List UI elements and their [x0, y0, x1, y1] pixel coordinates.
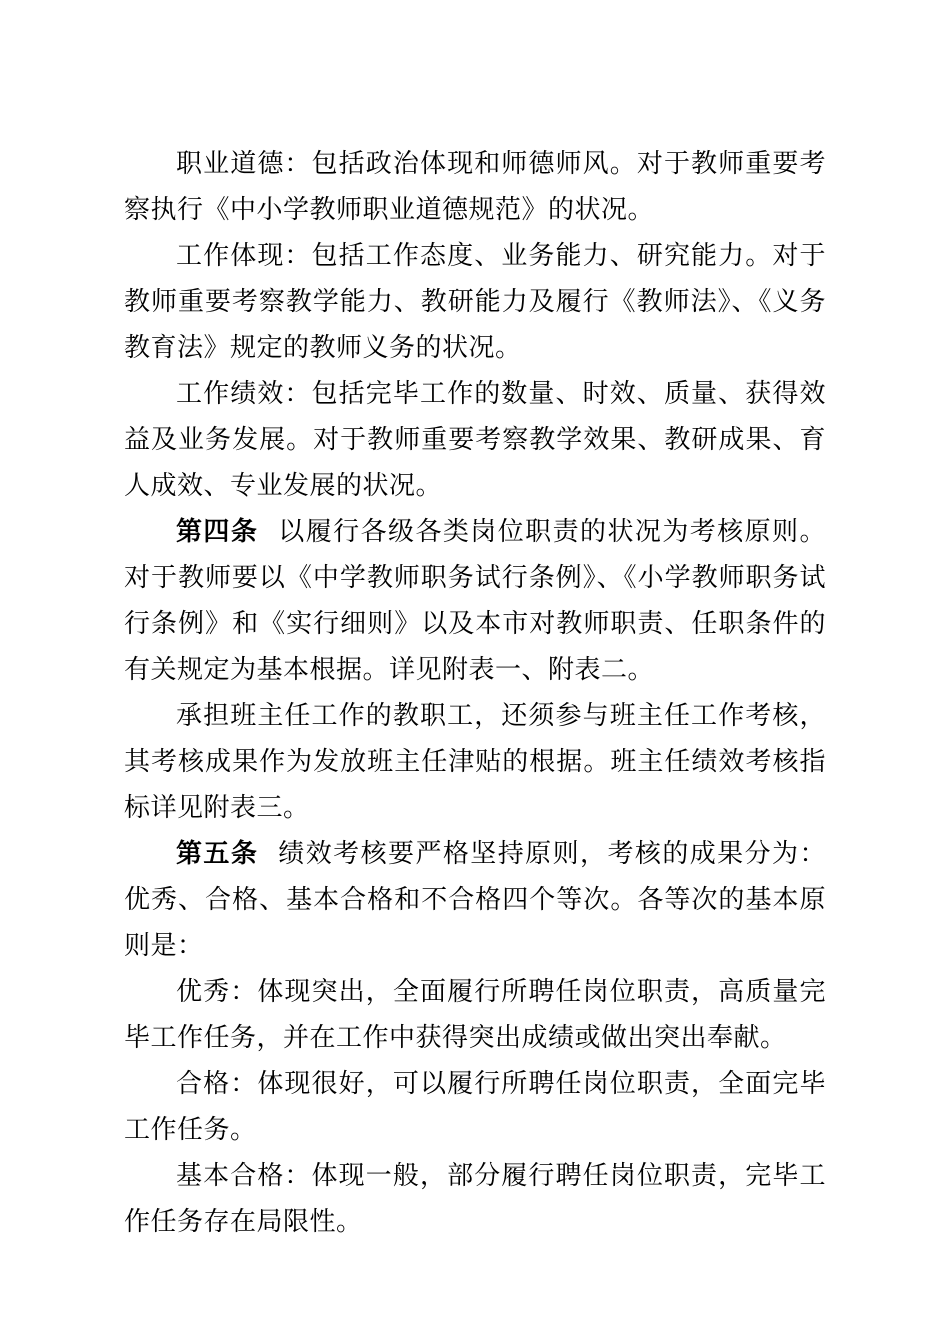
article-label: 第四条	[176, 517, 259, 547]
paragraph-article-five	[124, 831, 826, 969]
paragraph-text: 基本合格：体现一般，部分履行聘任岗位职责，完毕工作任务存在局限性。	[124, 1161, 826, 1237]
paragraph-work-results	[124, 371, 826, 509]
paragraph-text: 绩效考核要严格坚持原则，考核的成果分为：优秀、合格、基本合格和不合格四个等次。各等次的基本原则是：	[124, 839, 826, 961]
document-body	[124, 141, 826, 1245]
paragraph-text: 工作体现：包括工作态度、业务能力、研究能力。对于教师重要考察教学能力、教研能力及履行《教师法》、《义务教育法》规定的教师义务的状况。	[124, 241, 826, 363]
paragraph-text: 职业道德：包括政治体现和师德师风。对于教师重要考察执行《中小学教师职业道德规范》的状况。	[124, 149, 826, 225]
paragraph-professional-ethics	[124, 141, 826, 233]
paragraph-text: 合格：体现很好，可以履行所聘任岗位职责，全面完毕工作任务。	[124, 1069, 826, 1145]
paragraph-text: 工作绩效：包括完毕工作的数量、时效、质量、获得效益及业务发展。对于教师重要考察教学效果、教研成果、育人成效、专业发展的状况。	[124, 379, 826, 501]
paragraph-text: 承担班主任工作的教职工，还须参与班主任工作考核，其考核成果作为发放班主任津贴的根据。班主任绩效考核指标详见附表三。	[124, 701, 826, 823]
paragraph-head-teacher	[124, 693, 826, 831]
paragraph-excellent	[124, 969, 826, 1061]
paragraph-text: 以履行各级各类岗位职责的状况为考核原则。对于教师要以《中学教师职务试行条例》、《小学教师职务试行条例》和《实行细则》以及本市对教师职责、任职条件的有关规定为基本根据。详见附表一、附表二。	[124, 517, 826, 685]
paragraph-basically-qualified	[124, 1153, 826, 1245]
paragraph-work-performance	[124, 233, 826, 371]
paragraph-text: 优秀：体现突出，全面履行所聘任岗位职责，高质量完毕工作任务，并在工作中获得突出成绩或做出突出奉献。	[124, 977, 826, 1053]
article-label: 第五条	[176, 839, 259, 869]
paragraph-qualified	[124, 1061, 826, 1153]
paragraph-article-four	[124, 509, 826, 693]
